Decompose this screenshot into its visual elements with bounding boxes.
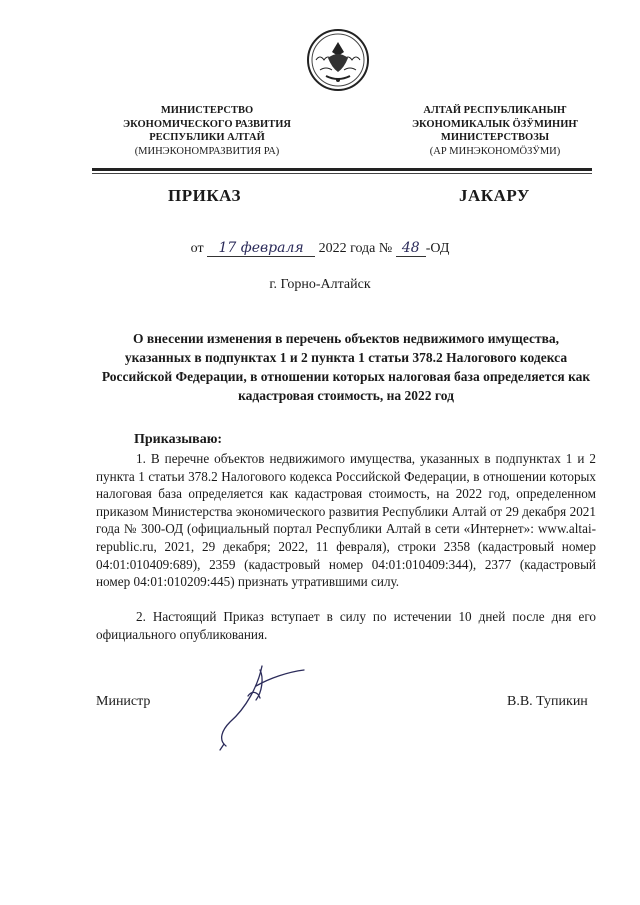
date-prefix: от (190, 241, 204, 256)
paragraph-1: 1. В перечне объектов недвижимого имущества, указанных в подпунктах 1 и 2 пункта 1 статьи 378.2 Налогового кодекса Российской Федерации, в отношении которых налоговая база определяется как кадастровая стоимость, на 2022 год, определенном приказом Министерства экономического развития Республики Алтай от 29 декабря 2021 года № 300-ОД (официальный портал Республики Алтай в сети «Интернет»: www.altai-republic.ru, 2021, 29 декабря; 2022, 11 февраля), строки 2358 (кадастровый номер 04:01:010409:689), 2359 (кадастровый номер 04:01:010409:344), 2377 (кадастровый номер 04:01:010209:445) признать утратившими силу. (96, 451, 596, 590)
header-ru-line4: (МИНЭКОНОМРАЗВИТИЯ РА) (134, 145, 280, 157)
header-alt-line3: МИНИСТЕРСТВОЗЫ (440, 132, 550, 143)
ministry-header-alt (380, 104, 610, 158)
header-alt-line1: АЛТАЙ РЕСПУБЛИКАНЫҤ (423, 105, 567, 116)
header-ru-line1: МИНИСТЕРСТВО (160, 105, 254, 116)
doc-number-suffix: -ОД (425, 241, 450, 256)
doc-number: 48 (396, 240, 426, 257)
date-year: 2022 года № (318, 241, 393, 256)
doc-title: О внесении изменения в перечень объектов недвижимого имущества, указанных в подпунктах 1 и 2 пункта 1 статьи 378.2 Налогового кодекса Российской Федерации, в отношении которых налоговая база определяется как кадастровая стоимость, на 2022 год (101, 331, 591, 403)
header-ru-line3: РЕСПУБЛИКИ АЛТАЙ (149, 132, 265, 143)
altai-republic-emblem-icon (306, 28, 370, 92)
date-day-month: 17 февраля (207, 240, 315, 257)
header-alt-line2: ЭКОНОМИКАЛЫК ÖЗӰМИНИҤ (411, 118, 579, 130)
city: г. Горно-Алтайск (269, 277, 371, 292)
header-ru-line2: ЭКОНОМИЧЕСКОГО РАЗВИТИЯ (123, 118, 291, 130)
doc-type-ru: ПРИКАЗ (168, 186, 241, 205)
header-alt-line4: (АР МИНЭКОНОМÖЗӰМИ) (429, 145, 561, 157)
doc-type-alt: JАКАРУ (459, 186, 530, 205)
header-divider-thin (92, 173, 592, 174)
signer-role: Министр (96, 694, 151, 709)
order-word: Приказываю: (134, 432, 223, 447)
handwritten-signature-icon (200, 656, 310, 752)
signer-name: В.В. Тупикин (507, 694, 588, 709)
ministry-header-ru (92, 104, 322, 158)
paragraph-2: 2. Настоящий Приказ вступает в силу по истечении 10 дней после дня его официального опубликования. (96, 609, 596, 642)
header-divider-thick (92, 168, 592, 171)
doc-date-line (0, 240, 640, 257)
